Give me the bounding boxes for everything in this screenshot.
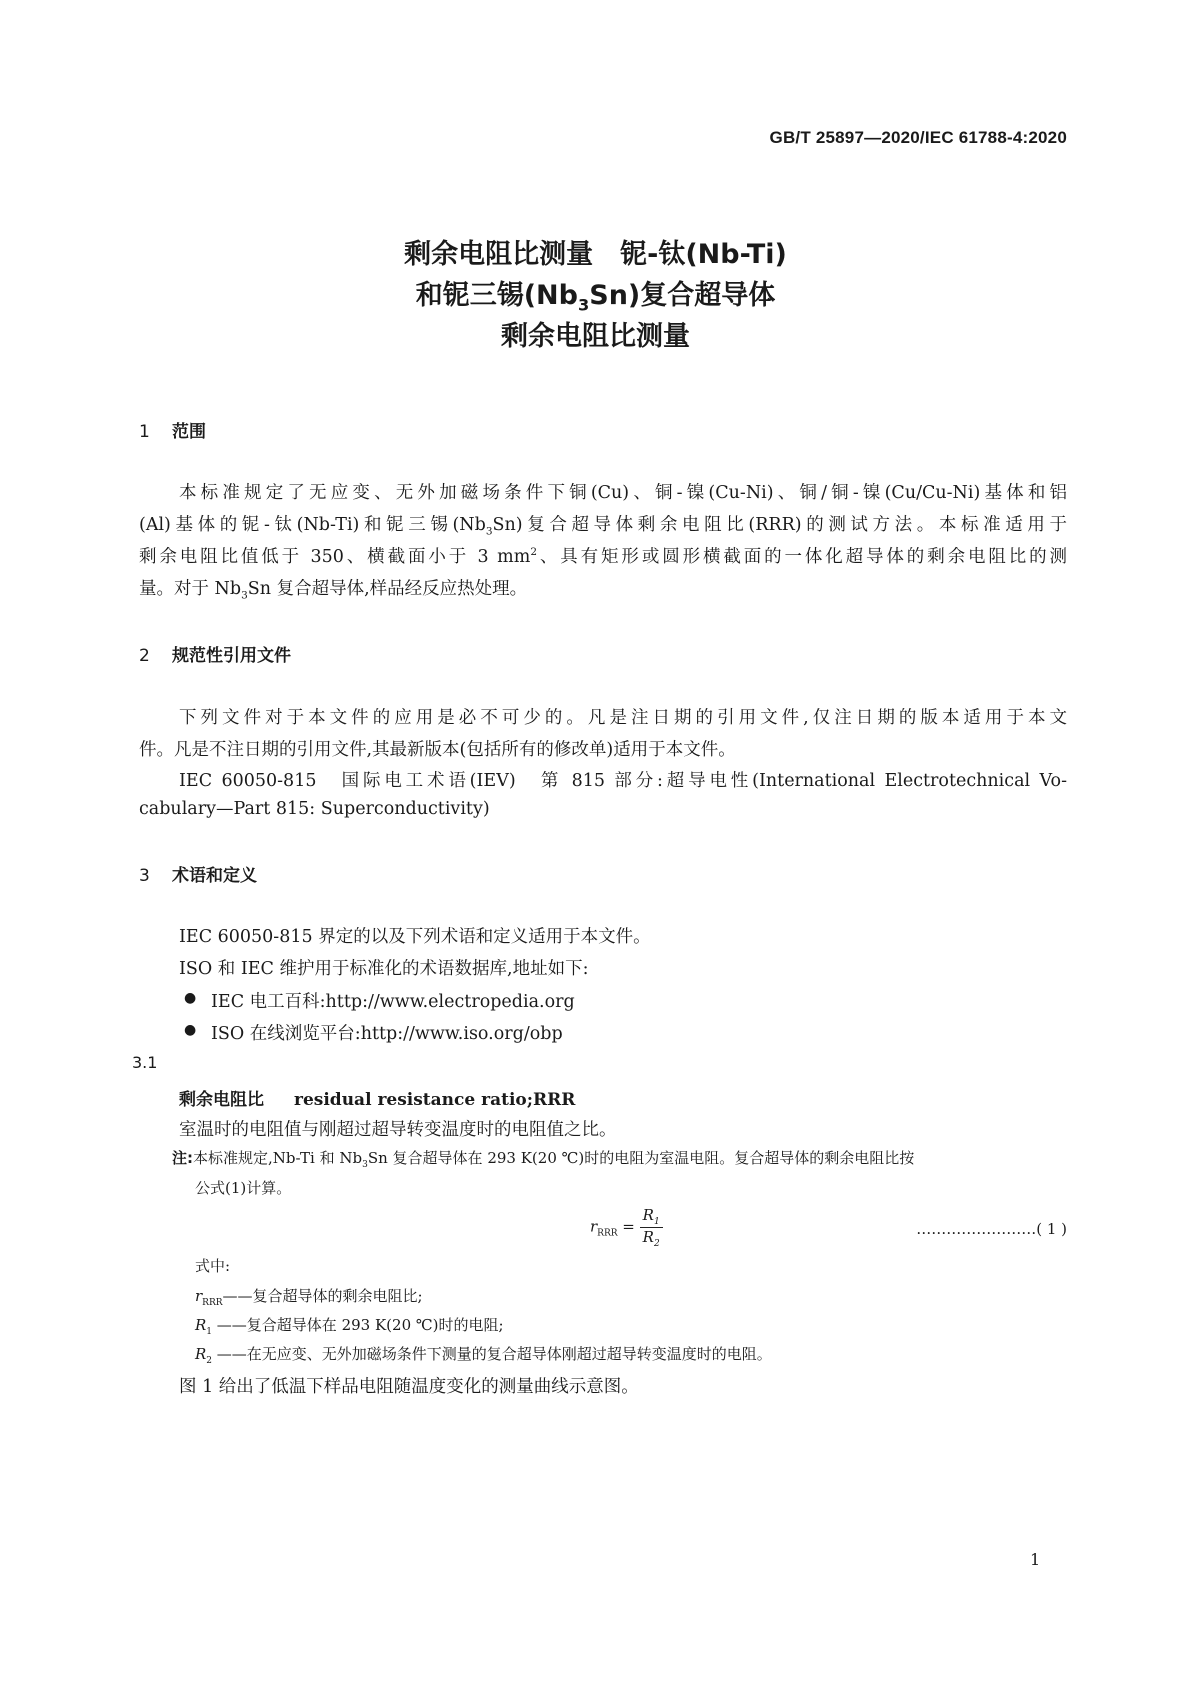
section-heading-2 bbox=[139, 641, 291, 666]
subscript: 1 bbox=[653, 1217, 660, 1227]
symbol-definition bbox=[195, 1285, 423, 1308]
symbol: r bbox=[195, 1287, 203, 1305]
symbol: R bbox=[195, 1345, 207, 1363]
equals: = bbox=[622, 1217, 635, 1236]
subscript: 2 bbox=[206, 1356, 213, 1366]
equation-number bbox=[916, 1220, 1067, 1238]
standard-number-header: GB/T 25897—2020/IEC 61788-4:2020 bbox=[769, 128, 1067, 147]
symbol-definition bbox=[195, 1343, 772, 1366]
normative-reference: IEC 60050-815 国际电工术语(IEV) 第 815 部分:超导电性(International Electrotechnical Vo- bbox=[179, 771, 1067, 791]
text: Sn)复合超导体剩余电阻比(RRR)的测试方法。本标准适用于 bbox=[492, 515, 1067, 535]
term-definition: 室温时的电阻值与刚超过超导转变温度时的电阻值之比。 bbox=[179, 1120, 617, 1140]
section-number: 1 bbox=[139, 422, 150, 442]
numerator bbox=[640, 1206, 663, 1228]
section-title: 规范性引用文件 bbox=[172, 646, 291, 666]
figure-reference: 图 1 给出了低温下样品电阻随温度变化的测量曲线示意图。 bbox=[179, 1377, 639, 1397]
text: ——复合超导体的剩余电阻比; bbox=[222, 1287, 423, 1305]
where-label: 式中: bbox=[195, 1257, 231, 1275]
note-label: 注: bbox=[172, 1149, 193, 1167]
term-zh: 剩余电阻比 bbox=[179, 1090, 264, 1110]
document-title-line-1: 剩余电阻比测量 铌-钛(Nb-Ti) bbox=[404, 239, 787, 270]
paragraph-line: 下列文件对于本文件的应用是必不可少的。凡是注日期的引用文件,仅注日期的版本适用于本文 bbox=[179, 708, 1067, 728]
text: 量。对于 Nb bbox=[139, 579, 242, 599]
paragraph-line: IEC 60050-815 界定的以及下列术语和定义适用于本文件。 bbox=[179, 927, 651, 947]
term-number: 3.1 bbox=[132, 1053, 158, 1072]
subscript: 3 bbox=[362, 1160, 368, 1170]
paragraph-line bbox=[139, 575, 1067, 602]
text: 、具有矩形或圆形横截面的一体化超导体的剩余电阻比的测 bbox=[537, 547, 1067, 567]
normative-reference-cont: cabulary—Part 815: Superconductivity) bbox=[139, 799, 490, 819]
section-heading-3 bbox=[139, 861, 257, 886]
section-heading-1 bbox=[139, 417, 206, 442]
subscript: 2 bbox=[653, 1239, 660, 1249]
symbol: R bbox=[642, 1228, 654, 1246]
text: (Al)基体的铌-钛(Nb-Ti)和铌三锡(Nb bbox=[139, 515, 486, 535]
eq-number: ( 1 ) bbox=[1036, 1220, 1067, 1238]
text: 本标准规定,Nb-Ti 和 Nb bbox=[193, 1149, 363, 1167]
note-line: 公式(1)计算。 bbox=[195, 1179, 292, 1197]
document-title-line-3: 剩余电阻比测量 bbox=[501, 321, 690, 352]
superscript: 2 bbox=[530, 546, 538, 559]
section-title: 范围 bbox=[172, 422, 206, 442]
symbol-definition bbox=[195, 1314, 504, 1337]
term-en: residual resistance ratio;RRR bbox=[294, 1090, 576, 1110]
symbol: R bbox=[195, 1316, 207, 1334]
formula-lhs: r bbox=[590, 1217, 598, 1236]
denominator bbox=[640, 1228, 663, 1249]
text: Sn 复合超导体在 293 K(20 ℃)时的电阻为室温电阻。复合超导体的剩余电阻比按 bbox=[367, 1149, 915, 1167]
formula-1 bbox=[590, 1206, 663, 1249]
page-number: 1 bbox=[1030, 1550, 1041, 1569]
subscript: 3 bbox=[241, 589, 248, 602]
subscript: 3 bbox=[577, 295, 590, 315]
section-title: 术语和定义 bbox=[172, 866, 257, 886]
paragraph-line bbox=[139, 543, 1067, 568]
term-heading bbox=[179, 1085, 575, 1110]
section-number: 2 bbox=[139, 646, 150, 666]
subscript: RRR bbox=[202, 1298, 223, 1308]
paragraph-line: ISO 和 IEC 维护用于标准化的术语数据库,地址如下: bbox=[179, 959, 589, 979]
leader-dots: …………………… bbox=[916, 1220, 1037, 1238]
bullet-item: IEC 电工百科:http://www.electropedia.org bbox=[211, 992, 575, 1012]
bullet-item: ISO 在线浏览平台:http://www.iso.org/obp bbox=[211, 1024, 563, 1044]
symbol: R bbox=[642, 1206, 654, 1224]
paragraph-line bbox=[139, 511, 1067, 538]
paragraph-line: 本标准规定了无应变、无外加磁场条件下铜(Cu)、铜-镍(Cu-Ni)、铜/铜-镍(Cu/Cu-Ni)基体和铝 bbox=[179, 483, 1067, 503]
text: 剩余电阻比值低于 350、横截面小于 3 mm bbox=[139, 547, 531, 567]
bullet-icon: ● bbox=[184, 990, 197, 1006]
title-text: Sn)复合超导体 bbox=[589, 280, 776, 311]
title-text: 和铌三锡(Nb bbox=[415, 280, 578, 311]
text: ——在无应变、无外加磁场条件下测量的复合超导体刚超过超导转变温度时的电阻。 bbox=[212, 1345, 772, 1363]
paragraph-line: 件。凡是不注日期的引用文件,其最新版本(包括所有的修改单)适用于本文件。 bbox=[139, 740, 736, 760]
subscript: 1 bbox=[206, 1327, 213, 1337]
document-title-line-2 bbox=[0, 273, 1191, 314]
bullet-icon: ● bbox=[184, 1022, 197, 1038]
section-number: 3 bbox=[139, 866, 150, 886]
subscript: 3 bbox=[485, 525, 493, 538]
text: Sn 复合超导体,样品经反应热处理。 bbox=[247, 579, 528, 599]
text: ——复合超导体在 293 K(20 ℃)时的电阻; bbox=[212, 1316, 504, 1334]
subscript: RRR bbox=[597, 1228, 618, 1239]
note-line bbox=[172, 1147, 914, 1170]
fraction bbox=[640, 1206, 663, 1249]
